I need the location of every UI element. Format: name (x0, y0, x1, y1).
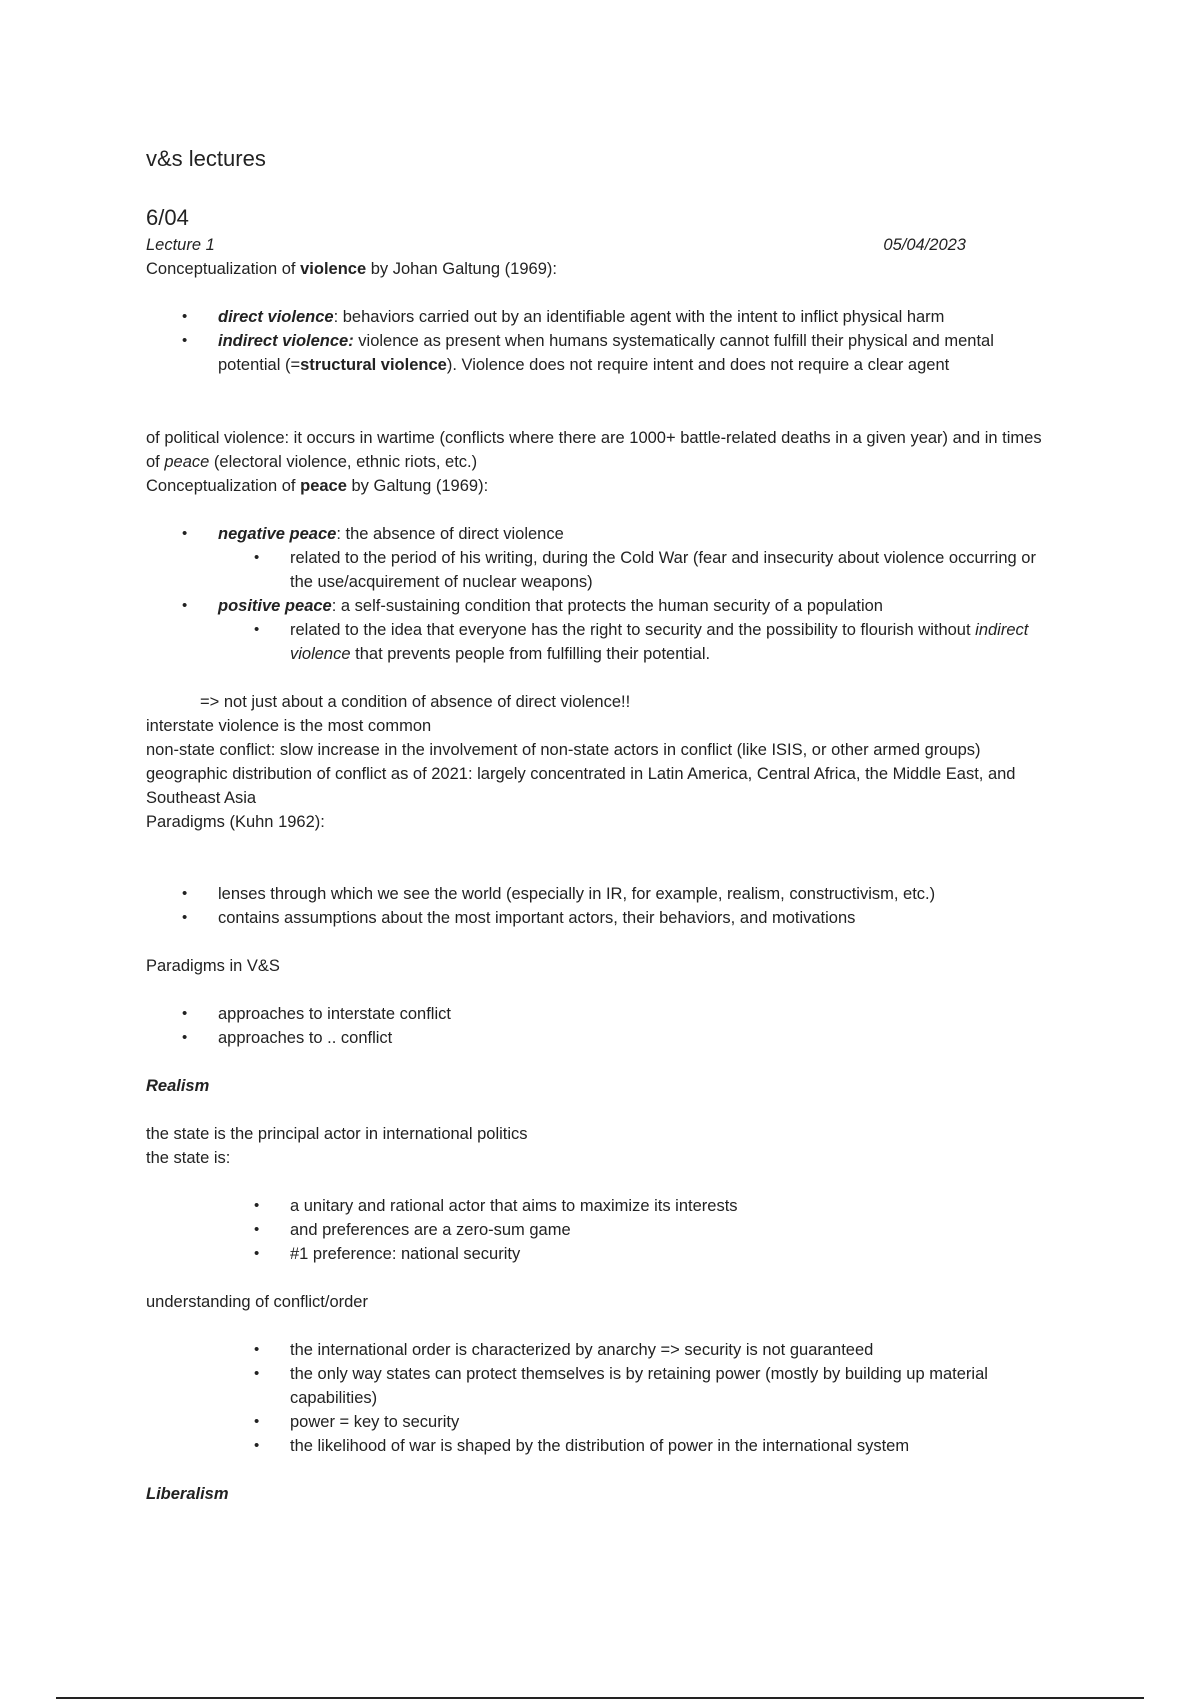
political-violence-note (146, 426, 1046, 474)
list-item: • the likelihood of war is shaped by the distribution of power in the international system (146, 1434, 1046, 1458)
realism-heading: Realism (146, 1077, 210, 1095)
list-item: • related to the period of his writing, during the Cold War (fear and insecurity about violence occurring or the use/acquirement of nuclear weapons) (146, 546, 1046, 594)
list-item: • the international order is characterized by anarchy => security is not guaranteed (146, 1338, 1046, 1362)
indirect-violence-italic: indirect violence (290, 621, 1029, 663)
footer-divider (56, 1697, 1144, 1699)
positive-sub-text: related to the idea that everyone has the right to security and the possibility to flourish without (290, 621, 976, 639)
list-item: • a unitary and rational actor that aims to maximize its interests (146, 1194, 1046, 1218)
list-item: • approaches to .. conflict (146, 1026, 1046, 1050)
document-title: v&s lectures (146, 146, 266, 171)
peace-intro (146, 474, 1046, 498)
lecture-date: 05/04/2023 (883, 236, 966, 254)
list-item: • and preferences are a zero-sum game (146, 1218, 1046, 1242)
realism-line: the state is the principal actor in international politics (146, 1125, 528, 1143)
indirect-violence-text-end: ). Violence does not require intent and does not require a clear agent (446, 356, 950, 374)
list-item (146, 305, 1046, 329)
list-item (146, 594, 1046, 618)
positive-peace-text: : a self-sustaining condition that protects the human security of a population (331, 597, 883, 615)
positive-sub-text-end: that prevents people from fulfilling their potential. (350, 645, 711, 663)
conflict-note: interstate violence is the most common (146, 717, 432, 735)
conflict-notes (146, 714, 1046, 834)
peace-italic: peace (164, 453, 210, 471)
understanding-heading: understanding of conflict/order (146, 1293, 368, 1311)
list-item: • power = key to security (146, 1410, 1046, 1434)
violence-term: violence (300, 260, 367, 278)
violence-intro (146, 257, 1046, 281)
realism-line: the state is: (146, 1149, 231, 1167)
conflict-note: non-state conflict: slow increase in the involvement of non-state actors in conflict (like ISIS, or other armed groups) (146, 741, 981, 759)
paradigms-vs-heading: Paradigms in V&S (146, 957, 280, 975)
order-list (146, 1338, 1046, 1458)
lecture-row (146, 233, 966, 257)
peace-intro-text: Conceptualization of (146, 477, 301, 495)
state-list (146, 1194, 1046, 1266)
indirect-violence-text: violence as present when humans systematically cannot fulfill their physical and mental potential (= (218, 332, 994, 374)
realism-lines (146, 1122, 1046, 1170)
violence-intro-source: by Johan Galtung (1969): (366, 260, 557, 278)
arrow-note: => not just about a condition of absence of direct violence!! (200, 693, 631, 711)
political-text: of political violence: it occurs in wartime (conflicts where there are 1000+ battle-related deaths in a given year) and in times of (146, 429, 1042, 471)
list-item: • approaches to interstate conflict (146, 1002, 1046, 1026)
date-heading: 6/04 (146, 205, 189, 230)
paradigm-list (146, 882, 1046, 930)
conflict-note: geographic distribution of conflict as of 2021: largely concentrated in Latin America, Central Africa, the Middle East, and Southeast Asia (146, 765, 1016, 807)
list-item: • #1 preference: national security (146, 1242, 1046, 1266)
conflict-note: Paradigms (Kuhn 1962): (146, 813, 325, 831)
indirect-violence-term: indirect violence: (218, 332, 354, 350)
violence-intro-text: Conceptualization of (146, 260, 301, 278)
list-item: • the only way states can protect themselves is by retaining power (mostly by building up material capabilities) (146, 1362, 1046, 1410)
paradigms-vs-list (146, 1002, 1046, 1050)
list-item: • lenses through which we see the world (especially in IR, for example, realism, constructivism, etc.) (146, 882, 1046, 906)
negative-peace-text: : the absence of direct violence (336, 525, 564, 543)
political-text-end: (electoral violence, ethnic riots, etc.) (209, 453, 478, 471)
liberalism-heading: Liberalism (146, 1485, 229, 1503)
negative-peace-term: negative peace (218, 525, 337, 543)
list-item (146, 522, 1046, 546)
lecture-label: Lecture 1 (146, 236, 215, 254)
list-item: • contains assumptions about the most important actors, their behaviors, and motivations (146, 906, 1046, 930)
peace-intro-source: by Galtung (1969): (346, 477, 489, 495)
direct-violence-term: direct violence (218, 308, 334, 326)
list-item (146, 329, 1046, 377)
positive-peace-term: positive peace (218, 597, 332, 615)
violence-list (146, 305, 1046, 377)
term-separator: : (333, 308, 339, 326)
peace-term: peace (300, 477, 347, 495)
direct-violence-text: behaviors carried out by an identifiable agent with the intent to inflict physical harm (338, 308, 945, 326)
list-item (146, 618, 1046, 666)
structural-violence-term: structural violence (300, 356, 447, 374)
peace-list (146, 522, 1046, 666)
